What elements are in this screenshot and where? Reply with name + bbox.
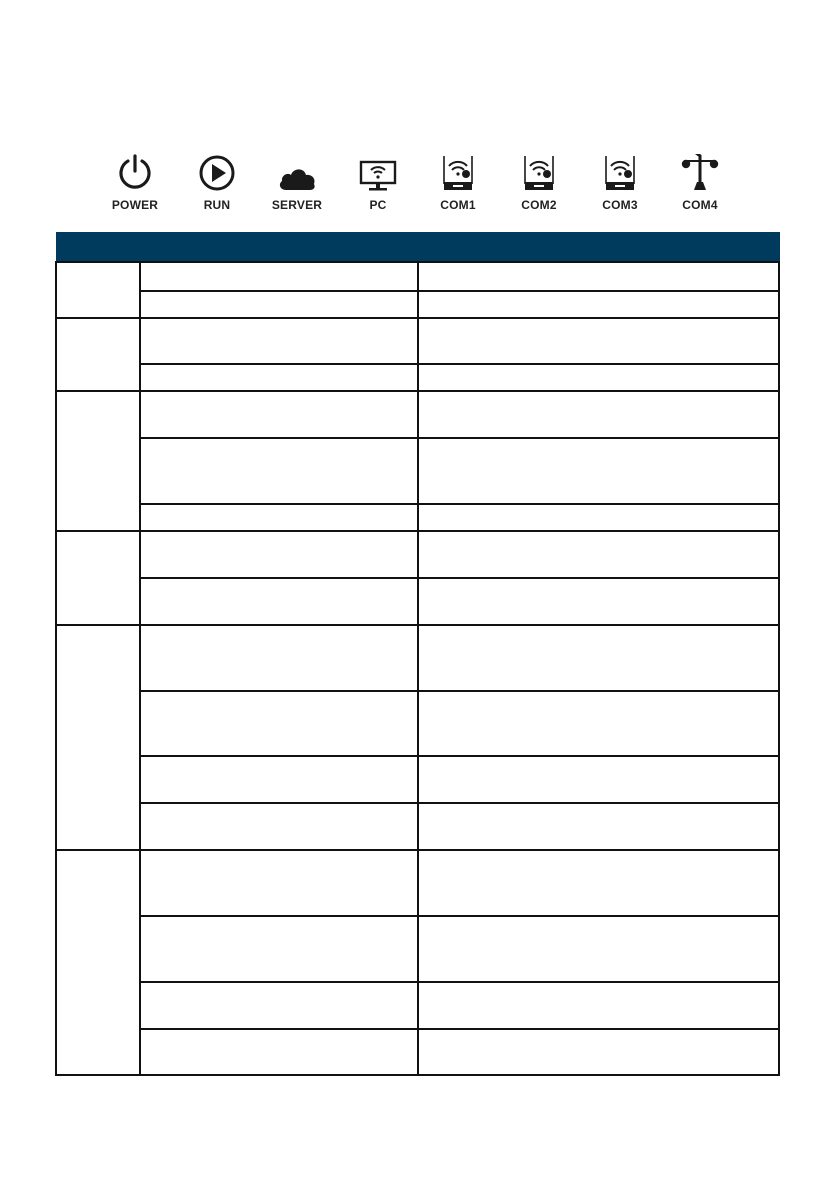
cloud-icon — [277, 164, 317, 192]
table-row — [56, 916, 779, 982]
state-cell — [140, 531, 418, 578]
meaning-cell — [418, 504, 779, 531]
indicator-pc — [333, 150, 423, 212]
meaning-cell — [418, 850, 779, 916]
group-cell-com1 — [56, 625, 140, 850]
anemometer-icon — [681, 152, 719, 192]
sensor-wifi-icon — [441, 154, 475, 192]
state-cell — [140, 803, 418, 850]
table-row — [56, 438, 779, 504]
indicator-description-table — [55, 232, 778, 1076]
indicator-com1 — [413, 150, 503, 212]
meaning-cell — [418, 391, 779, 438]
table-row — [56, 262, 779, 291]
power-icon — [115, 152, 155, 192]
table — [55, 232, 780, 1076]
indicator-label: SERVER — [271, 198, 323, 212]
meaning-cell — [418, 291, 779, 318]
meaning-cell — [418, 982, 779, 1029]
meaning-cell — [418, 1029, 779, 1075]
meaning-cell — [418, 438, 779, 504]
meaning-cell — [418, 578, 779, 625]
table-row — [56, 531, 779, 578]
table-row — [56, 318, 779, 364]
group-cell-server — [56, 391, 140, 531]
indicator-server — [252, 150, 342, 212]
indicator-com2 — [494, 150, 584, 212]
state-cell — [140, 625, 418, 691]
meaning-cell — [418, 364, 779, 391]
indicator-label: COM3 — [602, 198, 638, 212]
table-row — [56, 391, 779, 438]
state-cell — [140, 850, 418, 916]
indicator-run — [172, 150, 262, 212]
sensor-wifi-icon — [522, 154, 556, 192]
state-cell — [140, 438, 418, 504]
meaning-cell — [418, 531, 779, 578]
monitor-wifi-icon — [358, 160, 398, 192]
table-row — [56, 803, 779, 850]
state-cell — [140, 262, 418, 291]
group-cell-power — [56, 262, 140, 318]
indicator-label: POWER — [111, 198, 159, 212]
state-cell — [140, 756, 418, 803]
state-cell — [140, 916, 418, 982]
table-row — [56, 578, 779, 625]
indicator-label: RUN — [203, 198, 231, 212]
table-row — [56, 364, 779, 391]
state-cell — [140, 364, 418, 391]
indicator-label: PC — [369, 198, 387, 212]
table-row — [56, 982, 779, 1029]
group-cell-pc — [56, 531, 140, 625]
meaning-cell — [418, 318, 779, 364]
group-cell-com2 — [56, 850, 140, 1075]
table-row — [56, 850, 779, 916]
state-cell — [140, 982, 418, 1029]
state-cell — [140, 504, 418, 531]
meaning-cell — [418, 691, 779, 756]
table-row — [56, 691, 779, 756]
table-row — [56, 625, 779, 691]
table-row — [56, 756, 779, 803]
indicator-label: COM2 — [521, 198, 557, 212]
meaning-cell — [418, 803, 779, 850]
table-row — [56, 291, 779, 318]
indicator-label: COM1 — [440, 198, 476, 212]
state-cell — [140, 391, 418, 438]
state-cell — [140, 291, 418, 318]
indicator-com3 — [575, 150, 665, 212]
indicator-com4 — [655, 150, 745, 212]
group-cell-run — [56, 318, 140, 391]
meaning-cell — [418, 756, 779, 803]
state-cell — [140, 691, 418, 756]
state-cell — [140, 318, 418, 364]
table-row — [56, 1029, 779, 1075]
sensor-wifi-icon — [603, 154, 637, 192]
state-cell — [140, 578, 418, 625]
meaning-cell — [418, 916, 779, 982]
state-cell — [140, 1029, 418, 1075]
table-row — [56, 504, 779, 531]
indicator-power — [90, 150, 180, 212]
meaning-cell — [418, 625, 779, 691]
table-header-row — [56, 233, 779, 263]
play-icon — [198, 154, 236, 192]
meaning-cell — [418, 262, 779, 291]
indicator-label: COM4 — [682, 198, 718, 212]
table-header — [56, 233, 779, 263]
